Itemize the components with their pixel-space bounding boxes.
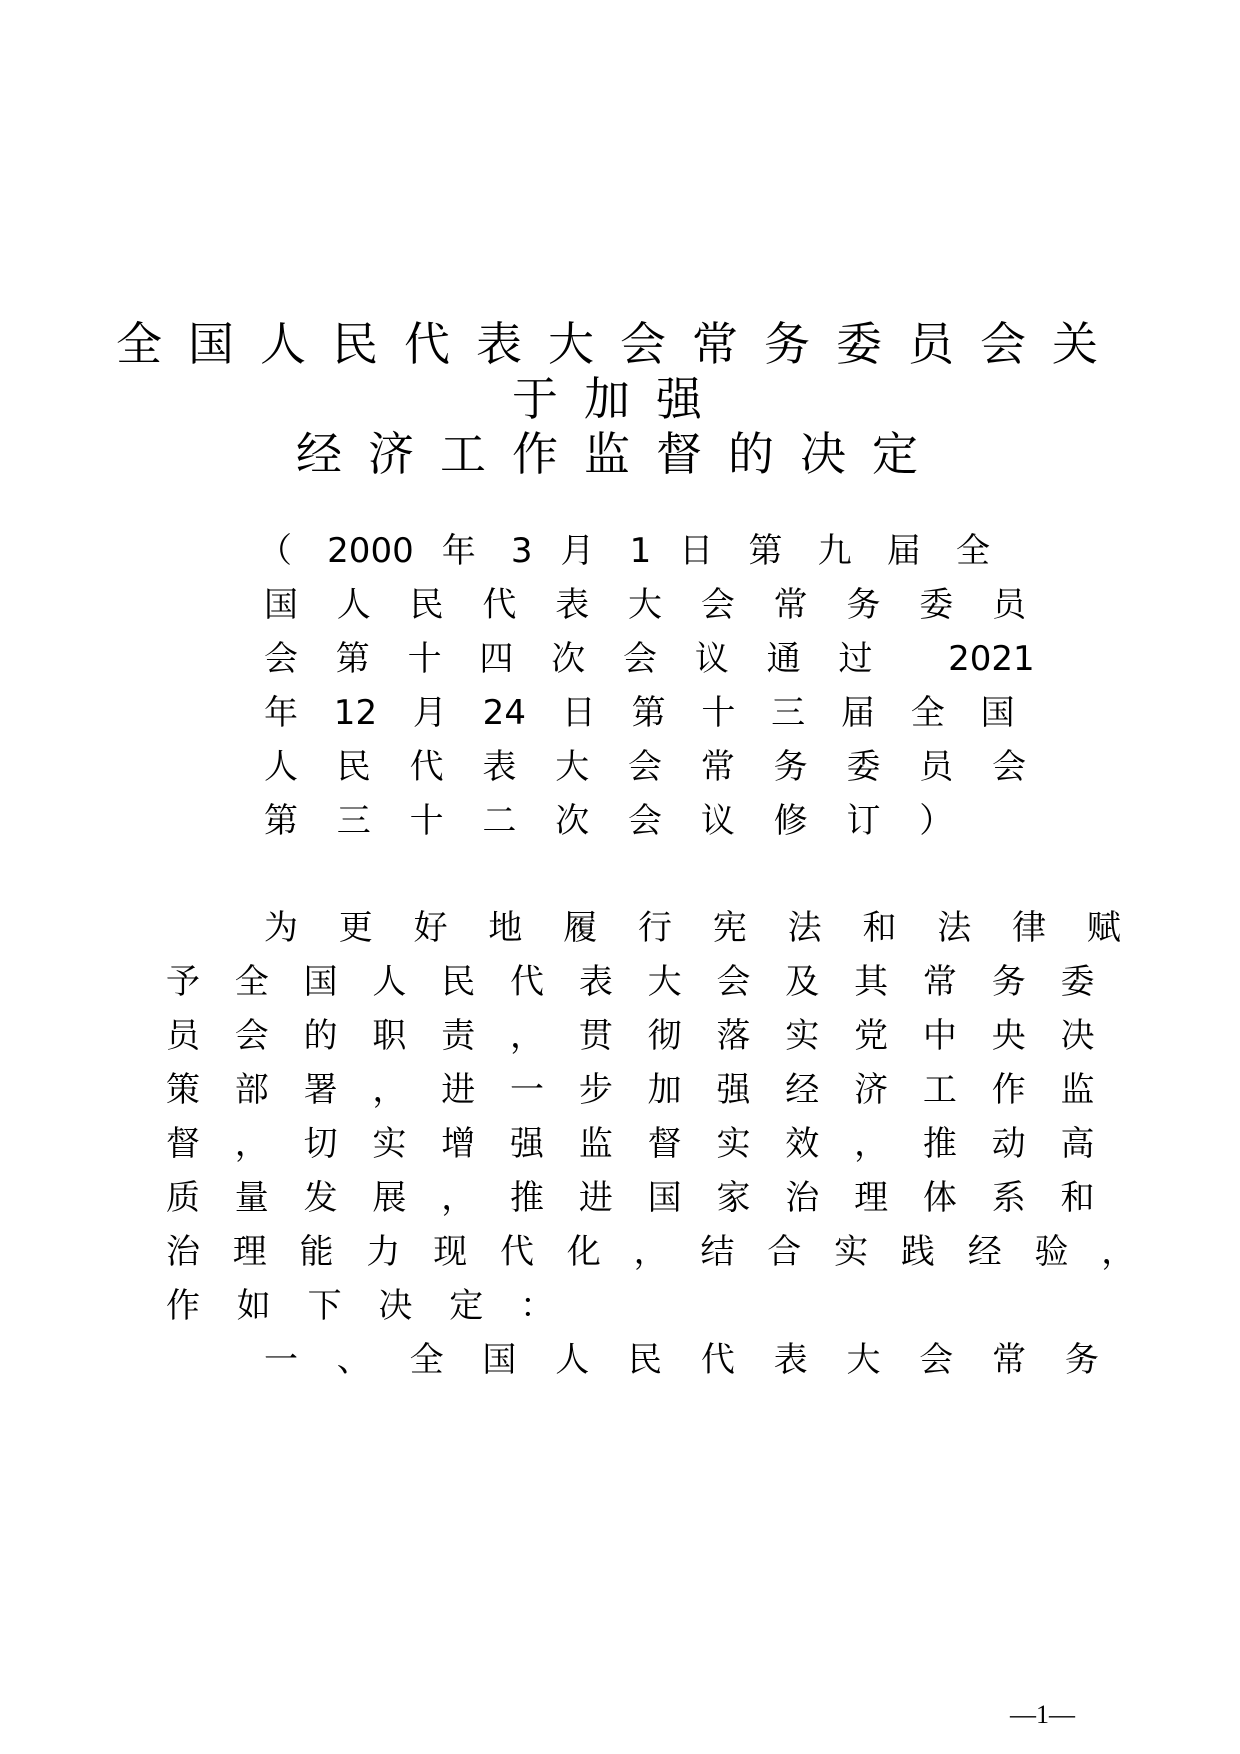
body-line-2: 予 全 国 人 民 代 表 大 会 及 其 常 务 委 [166, 962, 1095, 1002]
adoption-note-line-3: 会 第 十 四 次 会 议 通 过 2021 [264, 639, 1035, 679]
body-line-6: 质 量 发 展 ， 推 进 国 家 治 理 体 系 和 [166, 1178, 1095, 1218]
body-line-5: 督 ， 切 实 增 强 监 督 实 效 ， 推 动 高 [166, 1124, 1095, 1164]
body-line-3: 员 会 的 职 责 ， 贯 彻 落 实 党 中 央 决 [166, 1016, 1095, 1056]
adoption-note-line-1: （ 2000 年 3 月 1 日 第 九 届 全 [258, 531, 990, 571]
body-line-9: 一 、 全 国 人 民 代 表 大 会 常 务 [264, 1340, 1099, 1380]
document-title-line-2: 于加强 [512, 372, 728, 426]
body-line-4: 策 部 署 ， 进 一 步 加 强 经 济 工 作 监 [166, 1070, 1095, 1110]
body-line-7: 治 理 能 力 现 代 化 ， 结 合 实 践 经 验 ， [166, 1232, 1136, 1272]
adoption-note-line-4: 年 12 月 24 日 第 十 三 届 全 国 [264, 693, 1015, 733]
adoption-note-line-5: 人 民 代 表 大 会 常 务 委 员 会 [264, 747, 1027, 787]
body-line-8: 作 如 下 决 定 ： [166, 1286, 555, 1326]
page-number: —1— [1010, 1700, 1075, 1729]
adoption-note-line-6: 第 三 十 二 次 会 议 修 订 ） [264, 801, 954, 841]
document-title-line-1: 全国人民代表大会常务委员会关 [116, 317, 1124, 371]
adoption-note-line-2: 国 人 民 代 表 大 会 常 务 委 员 [264, 585, 1027, 625]
document-title-line-3: 经济工作监督的决定 [296, 427, 944, 481]
body-line-1: 为 更 好 地 履 行 宪 法 和 法 律 赋 [264, 908, 1121, 948]
